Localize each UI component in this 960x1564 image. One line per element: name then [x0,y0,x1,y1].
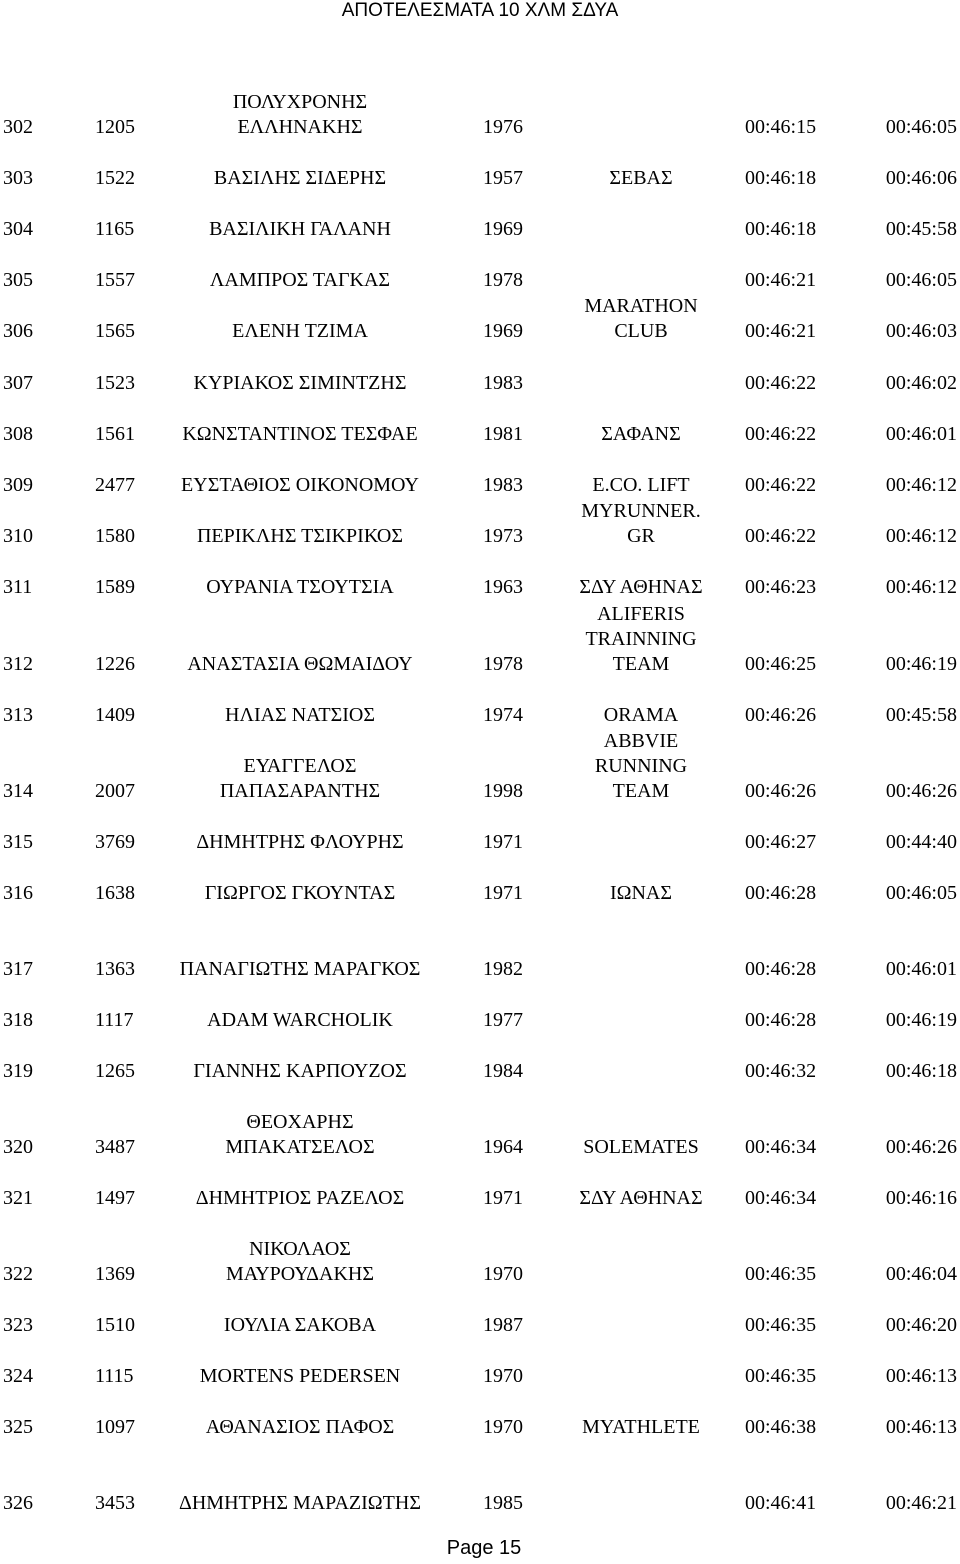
name-cell-line: ΠΟΛΥΧΡΟΝΗΣ [232,91,368,113]
position-cell: 324 [3,1365,33,1387]
name-cell [160,1491,440,1516]
position-cell: 318 [3,1009,33,1031]
time-chip-cell: 00:46:12 [885,474,957,496]
bib-cell: 1409 [95,704,135,726]
name-cell-line: ΠΕΡΙΚΛΗΣ ΤΣΙΚΡΙΚΟΣ [196,525,403,547]
position-cell: 317 [3,958,33,980]
club-cell-line: ΙΩΝΑΣ [609,882,673,904]
time-chip-cell: 00:46:02 [885,372,957,394]
table-row [0,520,960,600]
table-row [0,648,960,728]
time-gun-cell: 00:46:22 [745,525,817,547]
position-cell: 306 [3,320,33,342]
time-gun-cell: 00:46:25 [745,653,817,675]
name-cell-line: ΕΛΕΝΗ ΤΖΙΜΑ [232,320,368,342]
time-gun-cell: 00:46:38 [745,1416,817,1438]
name-cell-line: ΜΠΑΚΑΤΣΕΛΟΣ [225,1136,375,1158]
position-cell: 305 [3,269,33,291]
year-cell: 1970 [483,1263,523,1285]
club-cell-line: MYATHLETE [582,1416,700,1438]
club-cell-line: CLUB [614,320,668,342]
time-gun-cell: 00:46:15 [745,116,817,138]
name-cell-line: ΘΕΟΧΑΡΗΣ [246,1111,354,1133]
time-gun-cell: 00:46:28 [745,882,817,904]
time-chip-cell: 00:46:06 [885,167,957,189]
bib-cell: 1580 [95,525,135,547]
bib-cell: 1369 [95,1263,135,1285]
time-chip-cell: 00:46:12 [885,576,957,598]
time-chip-cell: 00:46:20 [885,1314,957,1336]
name-cell-line: ΔΗΜΗΤΡΗΣ ΦΛΟΥΡΗΣ [196,831,404,853]
club-cell-line: TEAM [612,653,670,675]
bib-cell: 1115 [95,1365,134,1387]
bib-cell: 1226 [95,653,135,675]
name-cell-line: ΓΙΑΝΝΗΣ ΚΑΡΠΟΥΖΟΣ [193,1060,407,1082]
position-cell: 308 [3,423,33,445]
year-cell: 1970 [483,1365,523,1387]
year-cell: 1973 [483,525,523,547]
name-cell-line: ΔΗΜΗΤΡΙΟΣ ΡΑΖΕΛΟΣ [195,1187,405,1209]
table-row [0,1004,960,1084]
time-gun-cell: 00:46:41 [745,1492,817,1514]
time-chip-cell: 00:46:19 [885,653,957,675]
bib-cell: 3487 [95,1136,135,1158]
year-cell: 1983 [483,372,523,394]
name-cell-line: ΔΗΜΗΤΡΗΣ ΜΑΡΑΖΙΩΤΗΣ [179,1492,421,1514]
bib-cell: 1557 [95,269,135,291]
time-chip-cell: 00:46:13 [885,1365,957,1387]
bib-cell: 1565 [95,320,135,342]
time-chip-cell: 00:45:58 [885,704,957,726]
name-cell-line: ΠΑΝΑΓΙΩΤΗΣ ΜΑΡΑΓΚΟΣ [179,958,421,980]
bib-cell: 2007 [95,780,135,802]
club-cell-line: ALIFERIS [597,603,685,625]
bib-cell: 2477 [95,474,135,496]
time-chip-cell: 00:46:01 [885,423,957,445]
year-cell: 1971 [483,831,523,853]
time-chip-cell: 00:46:05 [885,269,957,291]
year-cell: 1963 [483,576,523,598]
time-chip-cell: 00:46:18 [885,1060,957,1082]
name-cell-line: ΝΙΚΟΛΑΟΣ [249,1238,351,1260]
bib-cell: 1363 [95,958,135,980]
time-gun-cell: 00:46:28 [745,958,817,980]
position-cell: 326 [3,1492,33,1514]
club-cell-line: E.CO. LIFT [592,474,690,496]
club-cell-line: ORAMA [603,704,679,726]
club-cell-line: ΣΕΒΑΣ [609,167,673,189]
year-cell: 1957 [483,167,523,189]
position-cell: 307 [3,372,33,394]
year-cell: 1982 [483,958,523,980]
time-chip-cell: 00:46:03 [885,320,957,342]
time-gun-cell: 00:46:34 [745,1136,817,1158]
year-cell: 1981 [483,423,523,445]
time-gun-cell: 00:46:28 [745,1009,817,1031]
name-cell-line: ΕΥΑΓΓΕΛΟΣ [243,755,357,777]
bib-cell: 1561 [95,423,135,445]
club-cell-line: SOLEMATES [583,1136,699,1158]
position-cell: 322 [3,1263,33,1285]
time-gun-cell: 00:46:26 [745,780,817,802]
year-cell: 1978 [483,653,523,675]
time-chip-cell: 00:46:01 [885,958,957,980]
time-chip-cell: 00:45:58 [885,218,957,240]
club-cell-line: GR [627,525,655,547]
position-cell: 310 [3,525,33,547]
year-cell: 1964 [483,1136,523,1158]
time-gun-cell: 00:46:35 [745,1263,817,1285]
name-cell-line: ΕΥΣΤΑΘΙΟΣ ΟΙΚΟΝΟΜΟΥ [181,474,419,496]
name-cell-line: ΜΑΥΡΟΥΔΑΚΗΣ [226,1263,374,1285]
bib-cell: 1523 [95,372,135,394]
table-row [0,1360,960,1440]
name-cell-line: ΙΟΥΛΙΑ ΣΑΚΟΒΑ [223,1314,377,1336]
bib-cell: 1638 [95,882,135,904]
year-cell: 1984 [483,1060,523,1082]
club-cell-line: TEAM [612,780,670,802]
time-gun-cell: 00:46:35 [745,1314,817,1336]
page-title: ΑΠΟΤΕΛΕΣΜΑΤΑ 10 ΧΛΜ ΣΔΥΑ [341,0,619,21]
table-row [0,1436,960,1516]
time-gun-cell: 00:46:22 [745,474,817,496]
position-cell: 316 [3,882,33,904]
bib-cell: 1510 [95,1314,135,1336]
bib-cell: 1265 [95,1060,135,1082]
name-cell-line: MORTENS PEDERSEN [199,1365,401,1387]
position-cell: 303 [3,167,33,189]
position-cell: 312 [3,653,33,675]
time-gun-cell: 00:46:21 [745,320,817,342]
time-chip-cell: 00:46:13 [885,1416,957,1438]
time-chip-cell: 00:44:40 [885,831,957,853]
year-cell: 1985 [483,1492,523,1514]
year-cell: 1977 [483,1009,523,1031]
time-gun-cell: 00:46:23 [745,576,817,598]
name-cell-line: ΑΘΑΝΑΣΙΟΣ ΠΑΦΟΣ [205,1416,395,1438]
position-cell: 325 [3,1416,33,1438]
year-cell: 1983 [483,474,523,496]
position-cell: 304 [3,218,33,240]
name-cell-line: ADAM WARCHOLIK [207,1009,393,1031]
club-cell-line: RUNNING [594,755,688,777]
position-cell: 302 [3,116,33,138]
name-cell-line: ΚΥΡΙΑΚΟΣ ΣΙΜΙΝΤΖΗΣ [193,372,407,394]
table-row [0,1131,960,1211]
time-gun-cell: 00:46:32 [745,1060,817,1082]
time-gun-cell: 00:46:18 [745,167,817,189]
time-chip-cell: 00:46:05 [885,882,957,904]
position-cell: 309 [3,474,33,496]
bib-cell: 1497 [95,1187,135,1209]
club-cell-line: ABBVIE [603,730,679,752]
time-gun-cell: 00:46:21 [745,269,817,291]
year-cell: 1987 [483,1314,523,1336]
position-cell: 314 [3,780,33,802]
year-cell: 1971 [483,882,523,904]
name-cell-line: ΛΑΜΠΡΟΣ ΤΑΓΚΑΣ [209,269,391,291]
time-chip-cell: 00:46:21 [885,1492,957,1514]
time-gun-cell: 00:46:26 [745,704,817,726]
bib-cell: 3769 [95,831,135,853]
time-gun-cell: 00:46:35 [745,1365,817,1387]
position-cell: 321 [3,1187,33,1209]
year-cell: 1969 [483,218,523,240]
time-chip-cell: 00:46:12 [885,525,957,547]
time-chip-cell: 00:46:05 [885,116,957,138]
name-cell-line: ΓΙΩΡΓΟΣ ΓΚΟΥΝΤΑΣ [204,882,396,904]
time-gun-cell: 00:46:34 [745,1187,817,1209]
time-chip-cell: 00:46:26 [885,780,957,802]
position-cell: 320 [3,1136,33,1158]
position-cell: 323 [3,1314,33,1336]
position-cell: 313 [3,704,33,726]
name-cell-line: ΒΑΣΙΛΙΚΗ ΓΑΛΑΝΗ [209,218,391,240]
bib-cell: 1165 [95,218,135,240]
page-number: Page 15 [446,1537,522,1559]
time-gun-cell: 00:46:27 [745,831,817,853]
club-cell-line: ΣΑΦΑΝΣ [601,423,681,445]
time-gun-cell: 00:46:22 [745,372,817,394]
year-cell: 1998 [483,780,523,802]
time-chip-cell: 00:46:04 [885,1263,957,1285]
name-cell-line: ΟΥΡΑΝΙΑ ΤΣΟΥΤΣΙΑ [206,576,394,598]
club-cell-line: MYRUNNER. [581,500,701,522]
club-cell-line: ΣΔΥ ΑΘΗΝΑΣ [579,576,703,598]
name-cell-line: ΒΑΣΙΛΗΣ ΣΙΔΕΡΗΣ [213,167,387,189]
time-gun-cell: 00:46:22 [745,423,817,445]
time-chip-cell: 00:46:19 [885,1009,957,1031]
time-gun-cell: 00:46:18 [745,218,817,240]
year-cell: 1974 [483,704,523,726]
table-row [0,826,960,906]
time-chip-cell: 00:46:16 [885,1187,957,1209]
bib-cell: 1589 [95,576,135,598]
time-chip-cell: 00:46:26 [885,1136,957,1158]
year-cell: 1978 [483,269,523,291]
position-cell: 315 [3,831,33,853]
name-cell-line: ΗΛΙΑΣ ΝΑΤΣΙΟΣ [225,704,375,726]
club-cell-line: MARATHON [584,295,698,317]
name-cell-line: ΠΑΠΑΣΑΡΑΝΤΗΣ [219,780,381,802]
bib-cell: 3453 [95,1492,135,1514]
name-cell-line: ΑΝΑΣΤΑΣΙΑ ΘΩΜΑΙΔΟΥ [187,653,413,675]
year-cell: 1970 [483,1416,523,1438]
bib-cell: 1522 [95,167,135,189]
club-cell-line: ΣΔΥ ΑΘΗΝΑΣ [579,1187,703,1209]
name-cell-line: ΚΩΝΣΤΑΝΤΙΝΟΣ ΤΕΣΦΑΕ [182,423,418,445]
year-cell: 1969 [483,320,523,342]
club-cell-line: TRAINNING [585,628,697,650]
bib-cell: 1117 [95,1009,134,1031]
position-cell: 311 [3,576,33,598]
year-cell: 1976 [483,116,523,138]
bib-cell: 1097 [95,1416,135,1438]
name-cell-line: ΕΛΛΗΝΑΚΗΣ [237,116,363,138]
bib-cell: 1205 [95,116,135,138]
year-cell: 1971 [483,1187,523,1209]
position-cell: 319 [3,1060,33,1082]
